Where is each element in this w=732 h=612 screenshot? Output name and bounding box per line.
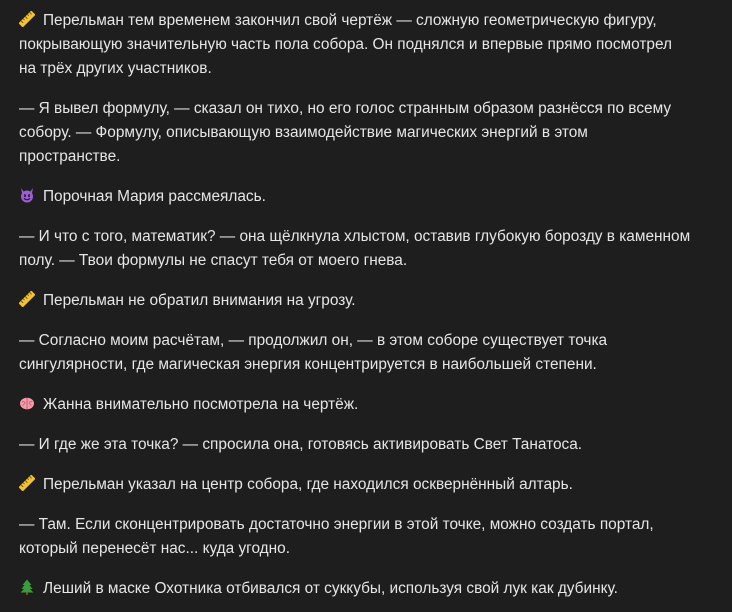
paragraph-text: Перельман не обратил внимания на угрозу.	[43, 292, 356, 309]
paragraph	[19, 513, 692, 561]
paragraph-text: — Там. Если сконцентрировать достаточно энергии в этой точке, можно создать портал, который перенесёт нас... куда угодно.	[19, 516, 654, 557]
evergreen-tree-icon	[19, 579, 35, 595]
smiling-devil-icon	[19, 187, 35, 203]
paragraph-text: Леший в маске Охотника отбивался от суккубы, используя свой лук как дубинку.	[43, 580, 618, 597]
paragraph	[19, 9, 692, 81]
paragraph	[19, 473, 692, 497]
paragraph	[19, 225, 692, 273]
paragraph-text: — И что с того, математик? — она щёлкнула хлыстом, оставив глубокую борозду в каменном полу. — Твои формулы не спасут тебя от моего гнева.	[19, 228, 691, 269]
paragraph	[19, 329, 692, 377]
paragraph-text: Перельман тем временем закончил свой чертёж — сложную геометрическую фигуру, покрывающую значительную часть пола собора. Он поднялся и впервые прямо посмотрел на трёх других участников.	[19, 12, 672, 77]
paragraph-text: — И где же эта точка? — спросила она, готовясь активировать Свет Танатоса.	[19, 436, 583, 453]
paragraph	[19, 97, 692, 169]
paragraph	[19, 289, 692, 313]
ruler-icon	[19, 11, 35, 27]
paragraph	[19, 185, 692, 209]
brain-icon	[19, 395, 35, 411]
paragraph-text: Порочная Мария рассмеялась.	[43, 188, 266, 205]
paragraph	[19, 577, 692, 601]
ruler-icon	[19, 291, 35, 307]
ruler-icon	[19, 475, 35, 491]
paragraph	[19, 433, 692, 457]
paragraph-text: — Согласно моим расчётам, — продолжил он, — в этом соборе существует точка сингулярности, где магическая энергия концентрируется в наибольшей степени.	[19, 332, 608, 373]
paragraph	[19, 393, 692, 417]
paragraph-text: Перельман указал на центр собора, где находился осквернённый алтарь.	[43, 476, 573, 493]
paragraph-text: Жанна внимательно посмотрела на чертёж.	[43, 396, 359, 413]
paragraph-text: — Я вывел формулу, — сказал он тихо, но его голос странным образом разнёсся по всему собору. — Формулу, описывающую взаимодействие магических энергий в этом пространстве.	[19, 100, 672, 165]
